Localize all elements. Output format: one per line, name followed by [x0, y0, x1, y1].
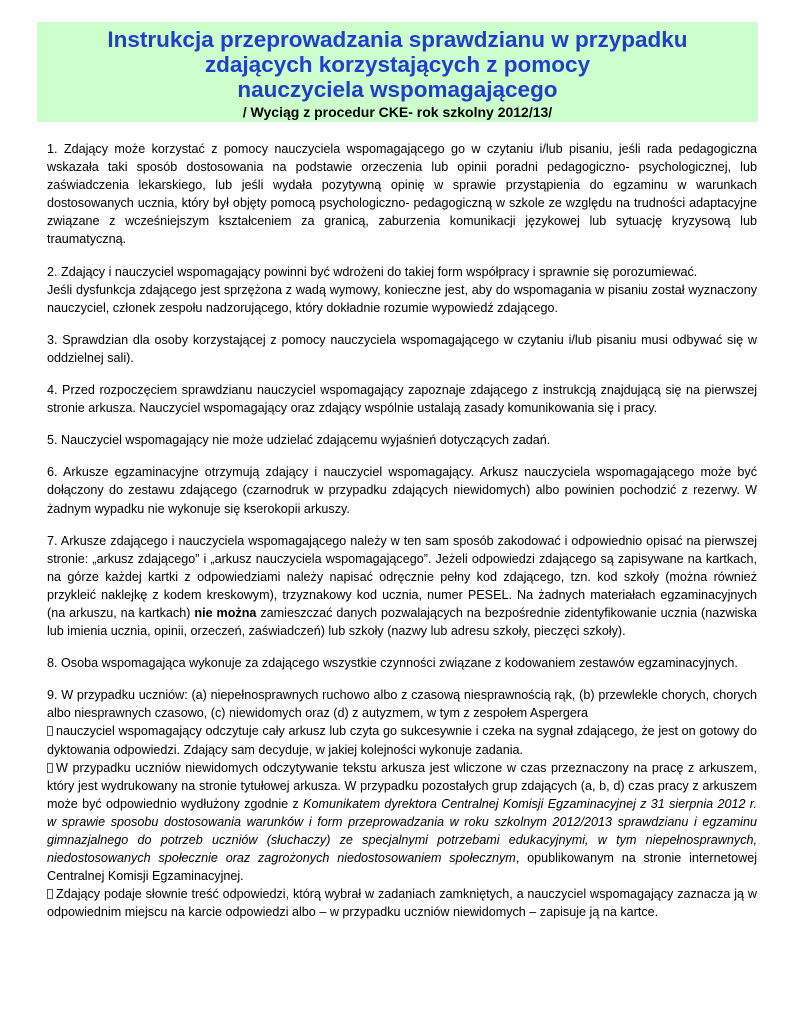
bullet-item-2-text-a: W przypadku uczniów niewidomych odczytywanie tekstu arkusza jest wliczone w czas przeznaczony na pracę z arkuszem, który jest wydrukowany na stronie tytułowej arkusza. W przypadku pozostałych grup zdających (a, b, d) czas pracy z arkuszem może być odpowiednio wydłużony zgodnie z	[47, 760, 757, 811]
bullet-item-2-text-b: , opublikowanym na stronie internetowej Centralnej Komisji Egzaminacyjnej.	[47, 851, 758, 884]
bullet-item-3	[47, 885, 757, 921]
bullet-item-2	[47, 759, 757, 886]
title-line-1: Instrukcja przeprowadzania sprawdzianu w przypadku	[107, 27, 688, 52]
title-banner	[37, 22, 758, 122]
paragraph-9	[47, 686, 757, 921]
bullet-item-1	[47, 722, 757, 758]
title-line-2: zdających korzystających z pomocy	[204, 52, 591, 77]
paragraph-2-line-2: Jeśli dysfunkcja zdającego jest sprzężona z wadą wymowy, konieczne jest, aby do wspomagania w pisaniu został wyznaczony nauczyciel, członek zespołu nadzorującego, który dokładnie rozumie wypowiedź zdającego.	[47, 282, 757, 315]
bullet-box-icon	[47, 726, 53, 736]
paragraph-6: 6. Arkusze egzaminacyjne otrzymują zdający i nauczyciel wspomagający. Arkusz nauczyciela wspomagającego może być dołączony do zestawu zdającego (czarnodruk w przypadku zdających niewidomych) albo powinien pochodzić z rezerwy. W żadnym wypadku nie wykonuje się kserokopii arkuszy.	[47, 465, 757, 516]
paragraph-7-text-a: 7. Arkusze zdającego i nauczyciela wspomagającego należy w ten sam sposób zakodować i odpowiednio opisać na pierwszej stronie: „arkusz zdającego” i „arkusz nauczyciela wspomagającego”. Jeżeli odpowiedzi zdającego są zapisywane na kartkach, na górze każdej kartki z odpowiedziami należy napisać odręcznie pełny kod zdającego, tzn. kod szkoły (można również przykleić naklejkę z kodem kreskowym), trzyznakowy kod ucznia, numer PESEL. Na żadnych materiałach egzaminacyjnych (na arkuszu, na kartkach)	[47, 533, 757, 620]
paragraph-7-text-b: zamieszczać danych pozwalających na bezpośrednie zidentyfikowanie ucznia (nazwiska lub imienia ucznia, opinii, orzeczeń, zaświadczeń) lub szkoły (nazwy lub adresu szkoły, pieczęci szkoły).	[47, 605, 758, 639]
bullet-item-2-italic: Komunikatem dyrektora Centralnej Komisji Egzaminacyjnej z 31 sierpnia 2012 r. w sprawie sposobu dostosowania warunków i form przeprowadzania w roku szkolnym 2012/2013 sprawdzianu i egzaminu gimnazjalnego do potrzeb uczniów (słuchaczy) ze specjalnymi potrzebami edukacyjnymi, w tym niepełnosprawnych, niedostosowanych społecznie oraz zagrożonych niedostosowaniem społecznym	[47, 796, 758, 866]
paragraph-2	[47, 263, 757, 317]
paragraph-7-bold: nie można	[194, 605, 257, 620]
paragraph-5: 5. Nauczyciel wspomagający nie może udzielać zdającemu wyjaśnień dotyczących zadań.	[47, 433, 551, 448]
bullet-box-icon	[47, 763, 53, 773]
title-line-3: nauczyciela wspomagającego	[237, 77, 558, 102]
subtitle: / Wyciąg z procedur CKE- rok szkolny 2012/13/	[242, 104, 553, 120]
paragraph-4: 4. Przed rozpoczęciem sprawdzianu nauczyciel wspomagający zapoznaje zdającego z instrukcją znajdującą się na pierwszej stronie arkusza. Nauczyciel wspomagający oraz zdający wspólnie ustalają zasady komunikowania się i pracy.	[47, 383, 757, 416]
paragraph-7	[47, 532, 757, 641]
paragraph-9-intro: 9. W przypadku uczniów: (a) niepełnosprawnych ruchowo albo z czasową niesprawnością rąk, (b) przewlekle chorych, chorych albo niesprawnych czasowo, (c) niewidomych oraz (d) z autyzmem, w tym z zespołem Aspergera	[47, 688, 757, 721]
bullet-box-icon	[47, 889, 53, 899]
paragraph-8: 8. Osoba wspomagająca wykonuje za zdającego wszystkie czynności związane z kodowaniem zestawów egzaminacyjnych.	[47, 656, 738, 671]
bullet-item-3-text: Zdający podaje słownie treść odpowiedzi, którą wybrał w zadaniach zamkniętych, a nauczyciel wspomagający zaznacza ją w odpowiednim miejscu na karcie odpowiedzi albo – w przypadku uczniów niewidomych – zapisuje ją na kartce.	[47, 887, 757, 920]
document-body	[47, 140, 757, 935]
paragraph-1: 1. Zdający może korzystać z pomocy nauczyciela wspomagającego go w czytaniu i/lub pisaniu, jeśli rada pedagogiczna wskazała taki sposób dostosowania na podstawie orzeczenia lub opinii poradni pedagogiczno- psychologicznej, lub zaświadczenia lekarskiego, lub jeśli wydała pozytywną opinię w sprawie przystąpienia do egzaminu w warunkach dostosowanych ucznia, który był objęty pomocą psychologiczno- pedagogiczną w szkole ze względu na trudności adaptacyjne związane z wcześniejszym kształceniem za granicą, zaburzenia komunikacji językowej lub sytuację kryzysową lub traumatyczną.	[47, 142, 757, 247]
paragraph-3: 3. Sprawdzian dla osoby korzystającej z pomocy nauczyciela wspomagającego w czytaniu i/lub pisaniu musi odbywać się w oddzielnej sali).	[47, 332, 757, 365]
paragraph-2-line-1: 2. Zdający i nauczyciel wspomagający powinni być wdrożeni do takiej form współpracy i sprawnie się porozumiewać.	[47, 264, 698, 279]
bullet-item-1-text: nauczyciel wspomagający odczytuje cały arkusz lub czyta go sukcesywnie i czeka na sygnał zdającego, że jest on gotowy do dyktowania odpowiedzi. Zdający sam decyduje, w jakiej kolejności wykonuje zadania.	[47, 724, 757, 757]
